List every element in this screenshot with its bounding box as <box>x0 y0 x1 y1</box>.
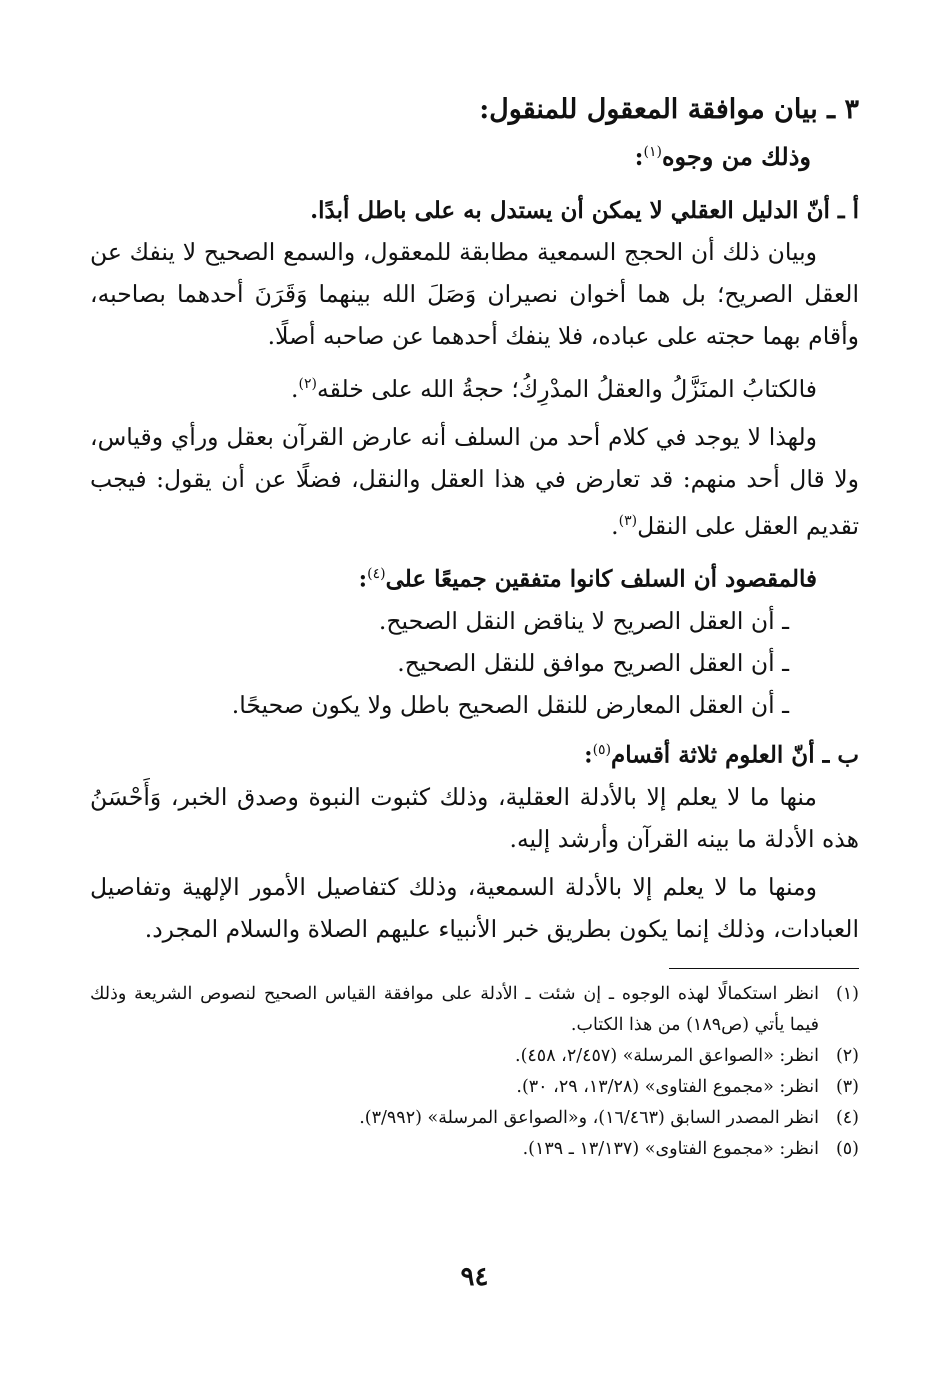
footnote-item <box>90 1134 859 1165</box>
heading-b <box>90 730 859 776</box>
footnote-ref[interactable]: (١) <box>643 144 662 160</box>
footnote-number: (٥) <box>835 1138 859 1159</box>
paragraph <box>90 363 859 410</box>
page-number: ٩٤ <box>460 1262 489 1292</box>
footnote-text: انظر: «مجموع الفتاوى» (١٣/١٣٧ ـ ١٣٩). <box>522 1138 819 1159</box>
footnote-item <box>90 1072 859 1103</box>
paragraph: وبيان ذلك أن الحجج السمعية مطابقة للمعقول، والسمع الصحيح لا ينفك عن العقل الصريح؛ بل هما أخوان نصيران وَصَلَ الله بينهما وَقَرَنَ أحدهما بصاحبه، وأقام بهما حجته على عباده، فلا ينفك أحدهما عن صاحبه أصلًا. <box>90 238 859 350</box>
footnote-ref[interactable]: (٤) <box>367 565 386 582</box>
footnote-ref[interactable]: (٣) <box>618 512 638 529</box>
agreed-heading <box>90 553 859 601</box>
footnote-text: انظر المصدر السابق (١٦/٤٦٣)، و«الصواعق المرسلة» (٣/٩٩٢). <box>359 1107 819 1128</box>
sub-title-text: وذلك من وجوه <box>661 142 811 171</box>
bullet-item: ـ أن العقل الصريح موافق للنقل الصحيح. <box>397 649 789 678</box>
paragraph: منها ما لا يعلم إلا بالأدلة العقلية، وذلك كثبوت النبوة وصدق الخبر، وَأَحْسَنُ هذه الأدلة ما بينه القرآن وأرشد إليه. <box>90 782 859 853</box>
heading-b-text: ب ـ أنّ العلوم ثلاثة أقسام <box>611 741 859 769</box>
sub-title <box>90 132 859 177</box>
footnote-text: انظر استكمالًا لهذه الوجوه ـ إن شئت ـ الأدلة على موافقة القياس الصحيح لنصوص الشريعة وذلك فيما يأتي (ص١٨٩) من هذا الكتاب. <box>90 983 819 1035</box>
footnotes <box>90 979 859 1165</box>
paragraph <box>90 416 859 547</box>
paragraph-tail: . <box>611 511 619 540</box>
footnote-number: (٣) <box>835 1076 859 1097</box>
footnote-text: انظر: «الصواعق المرسلة» (٢/٤٥٧، ٤٥٨). <box>515 1045 819 1066</box>
footnote-item <box>90 1041 859 1072</box>
bullet-item: ـ أن العقل المعارض للنقل الصحيح باطل ولا يكون صحيحًا. <box>231 691 789 720</box>
footnote-item <box>90 979 859 1041</box>
footnote-ref[interactable]: (٥) <box>592 742 612 759</box>
bullet-item: ـ أن العقل الصريح لا يناقض النقل الصحيح. <box>378 607 789 636</box>
paragraph: ومنها ما لا يعلم إلا بالأدلة السمعية، وذلك كتفاصيل الأمور الإلهية وتفاصيل العبادات، وذلك إنما يكون بطريق خبر الأنبياء عليهم الصلاة والسلام المجرد. <box>90 872 859 943</box>
footnote-number: (١) <box>835 983 859 1004</box>
footnote-ref[interactable]: (٢) <box>298 376 317 392</box>
agreed-heading-colon: : <box>358 565 368 593</box>
paragraph-text: فالكتابُ المنَزَّلُ والعقلُ المدْرِكُ؛ حجةُ الله على خلقه <box>316 374 817 403</box>
heading-a: أ ـ أنّ الدليل العقلي لا يمكن أن يستدل به على باطل أبدًا. <box>310 197 859 224</box>
agreed-heading-text: فالمقصود أن السلف كانوا متفقين جميعًا على <box>385 565 817 593</box>
section-title: ٣ ـ بيان موافقة المعقول للمنقول: <box>479 94 859 125</box>
footnote-text: انظر: «مجموع الفتاوى» (١٣/٢٨، ٢٩، ٣٠). <box>516 1076 819 1097</box>
sub-title-colon: : <box>634 142 644 171</box>
heading-b-colon: : <box>584 741 593 769</box>
footnote-number: (٤) <box>835 1107 859 1128</box>
page-body <box>90 88 859 1165</box>
paragraph-tail: . <box>291 374 299 403</box>
footnote-item <box>90 1103 859 1134</box>
footnote-divider <box>669 968 859 969</box>
paragraph-text: ولهذا لا يوجد في كلام أحد من السلف أنه عارض القرآن بعقل ورأي وقياس، ولا قال أحد منهم: قد تعارض في هذا العقل والنقل، فضلًا عن أن يقول: فيجب تقديم العقل على النقل <box>90 422 859 540</box>
footnote-number: (٢) <box>835 1045 859 1066</box>
